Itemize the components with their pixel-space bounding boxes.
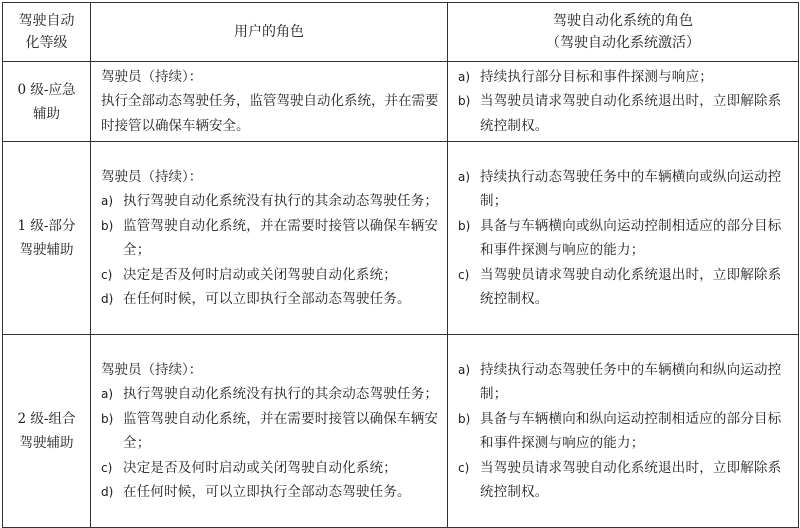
header-row: [3, 3, 799, 62]
level-cell: 2 级-组合 驾驶辅助: [3, 335, 91, 528]
list-item: c) 决定是否及何时启动或关闭驾驶自动化系统；: [101, 459, 397, 476]
list-item: a) 持续执行动态驾驶任务中的车辆横向和纵向运动控制；: [458, 361, 782, 402]
user-role-cell: [91, 142, 448, 335]
header-system-role: 驾驶自动化系统的角色 （驾驶自动化系统激活）: [448, 3, 799, 62]
list-item: d) 在任何时候，可以立即执行全部动态驾驶任务。: [101, 484, 411, 500]
list-item: b) 监管驾驶自动化系统，并在需要时接管以确保车辆安全；: [101, 410, 439, 451]
list-item: a) 执行驾驶自动化系统没有执行的其余动态驾驶任务；: [101, 193, 439, 209]
list-item: d) 在任何时候，可以立即执行全部动态驾驶任务。: [101, 291, 411, 307]
list-item: a) 持续执行部分目标和事件探测与响应；: [458, 68, 713, 85]
user-lead: 驾驶员（持续）：: [101, 168, 203, 185]
user-lead: 驾驶员（持续）：: [101, 68, 203, 85]
list-item: a) 执行驾驶自动化系统没有执行的其余动态驾驶任务；: [101, 386, 439, 402]
list-item: b) 当驾驶员请求驾驶自动化系统退出时，立即解除系统控制权。: [458, 93, 782, 134]
level-cell: 0 级-应急 辅助: [3, 62, 91, 142]
list-item: c) 决定是否及何时启动或关闭驾驶自动化系统；: [101, 266, 397, 283]
user-role-cell: [91, 62, 448, 142]
list-item: b) 具备与车辆横向和纵向运动控制相适应的部分目标和事件探测与响应的能力；: [458, 410, 782, 451]
header-user-role: 用户的角色: [91, 3, 448, 62]
table-row: [3, 62, 799, 142]
table-row: [3, 142, 799, 335]
level-cell: 1 级-部分 驾驶辅助: [3, 142, 91, 335]
list-item: a) 持续执行动态驾驶任务中的车辆横向或纵向运动控制；: [458, 168, 782, 209]
list-item: b) 监管驾驶自动化系统，并在需要时接管以确保车辆安全；: [101, 217, 439, 258]
system-role-cell: [448, 335, 799, 528]
list-item: c) 当驾驶员请求驾驶自动化系统退出时，立即解除系统控制权。: [458, 459, 782, 500]
list-item: b) 具备与车辆横向或纵向运动控制相适应的部分目标和事件探测与响应的能力；: [458, 217, 782, 258]
list-item: c) 当驾驶员请求驾驶自动化系统退出时，立即解除系统控制权。: [458, 266, 782, 307]
user-text: 执行全部动态驾驶任务，监管驾驶自动化系统，并在需要时接管以确保车辆安全。: [101, 93, 439, 134]
system-role-cell: [448, 142, 799, 335]
system-role-cell: [448, 62, 799, 142]
header-level: 驾驶自动 化等级: [3, 3, 91, 62]
table-row: [3, 335, 799, 528]
user-lead: 驾驶员（持续）：: [101, 361, 203, 378]
user-role-cell: [91, 335, 448, 528]
automation-levels-table: [2, 2, 799, 528]
